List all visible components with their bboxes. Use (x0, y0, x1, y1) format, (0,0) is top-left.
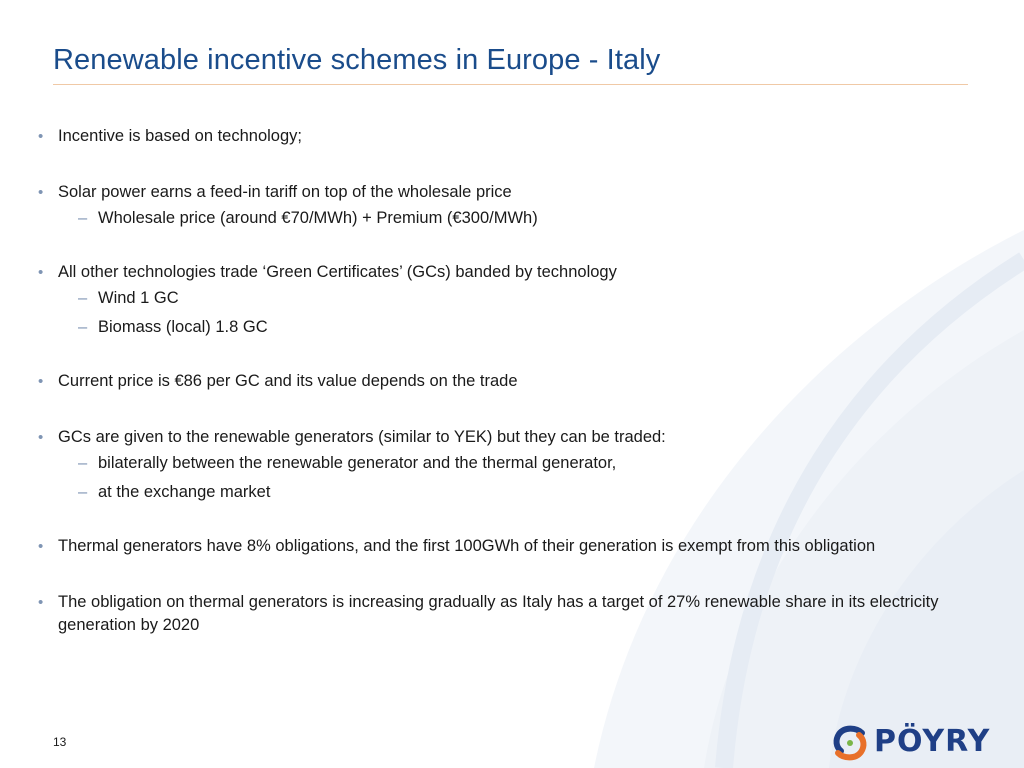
bullet-icon: • (38, 264, 44, 281)
bullet-item (38, 535, 978, 558)
bullet-text: Solar power earns a feed-in tariff on top of the wholesale price (58, 183, 512, 201)
sub-bullet-item (38, 478, 978, 507)
bullet-text: Incentive is based on technology; (58, 127, 302, 145)
slide-title: Renewable incentive schemes in Europe - Italy (53, 44, 661, 76)
sub-bullet-text: Wind 1 GC (98, 289, 179, 307)
bullet-item (38, 181, 978, 204)
sub-bullet-item (38, 449, 978, 478)
bullet-icon: • (38, 429, 44, 446)
bullet-text: Current price is €86 per GC and its value depends on the trade (58, 372, 518, 390)
bullet-icon: • (38, 128, 44, 145)
sub-bullet-text: Biomass (local) 1.8 GC (98, 318, 268, 336)
bullet-text: Thermal generators have 8% obligations, and the first 100GWh of their generation is exempt from this obligation (58, 537, 876, 555)
bullet-item (38, 426, 978, 449)
bullet-icon: • (38, 373, 44, 390)
page-number: 13 (53, 735, 67, 749)
bullet-item (38, 125, 978, 148)
sub-bullet-text: at the exchange market (98, 483, 271, 501)
sub-bullet-text: bilaterally between the renewable generator and the thermal generator, (98, 454, 617, 472)
sub-bullet-text: Wholesale price (around €70/MWh) + Premium (€300/MWh) (98, 209, 538, 227)
bullet-icon: • (38, 538, 44, 555)
bullet-icon: • (38, 184, 44, 201)
dash-icon: – (78, 454, 88, 472)
bullet-item (38, 370, 978, 393)
dash-icon: – (78, 483, 88, 501)
poyry-logo-mark-icon (832, 725, 868, 761)
sub-bullet-item (38, 284, 978, 313)
dash-icon: – (78, 289, 88, 307)
sub-bullet-item (38, 204, 978, 233)
bullet-icon: • (38, 594, 44, 611)
bullet-item (38, 591, 978, 637)
dash-icon: – (78, 209, 88, 227)
sub-bullet-item (38, 313, 978, 342)
bullet-list (38, 125, 978, 637)
bullet-text: The obligation on thermal generators is increasing gradually as Italy has a target of 27% renewable share in its electricity generation by 2020 (58, 593, 939, 634)
bullet-text: GCs are given to the renewable generators (similar to YEK) but they can be traded: (58, 428, 666, 446)
bullet-text: All other technologies trade ‘Green Certificates’ (GCs) banded by technology (58, 263, 617, 281)
dash-icon: – (78, 318, 88, 336)
bullet-item (38, 261, 978, 284)
title-divider (53, 84, 968, 85)
logo-text: PÖYRY (874, 724, 991, 759)
